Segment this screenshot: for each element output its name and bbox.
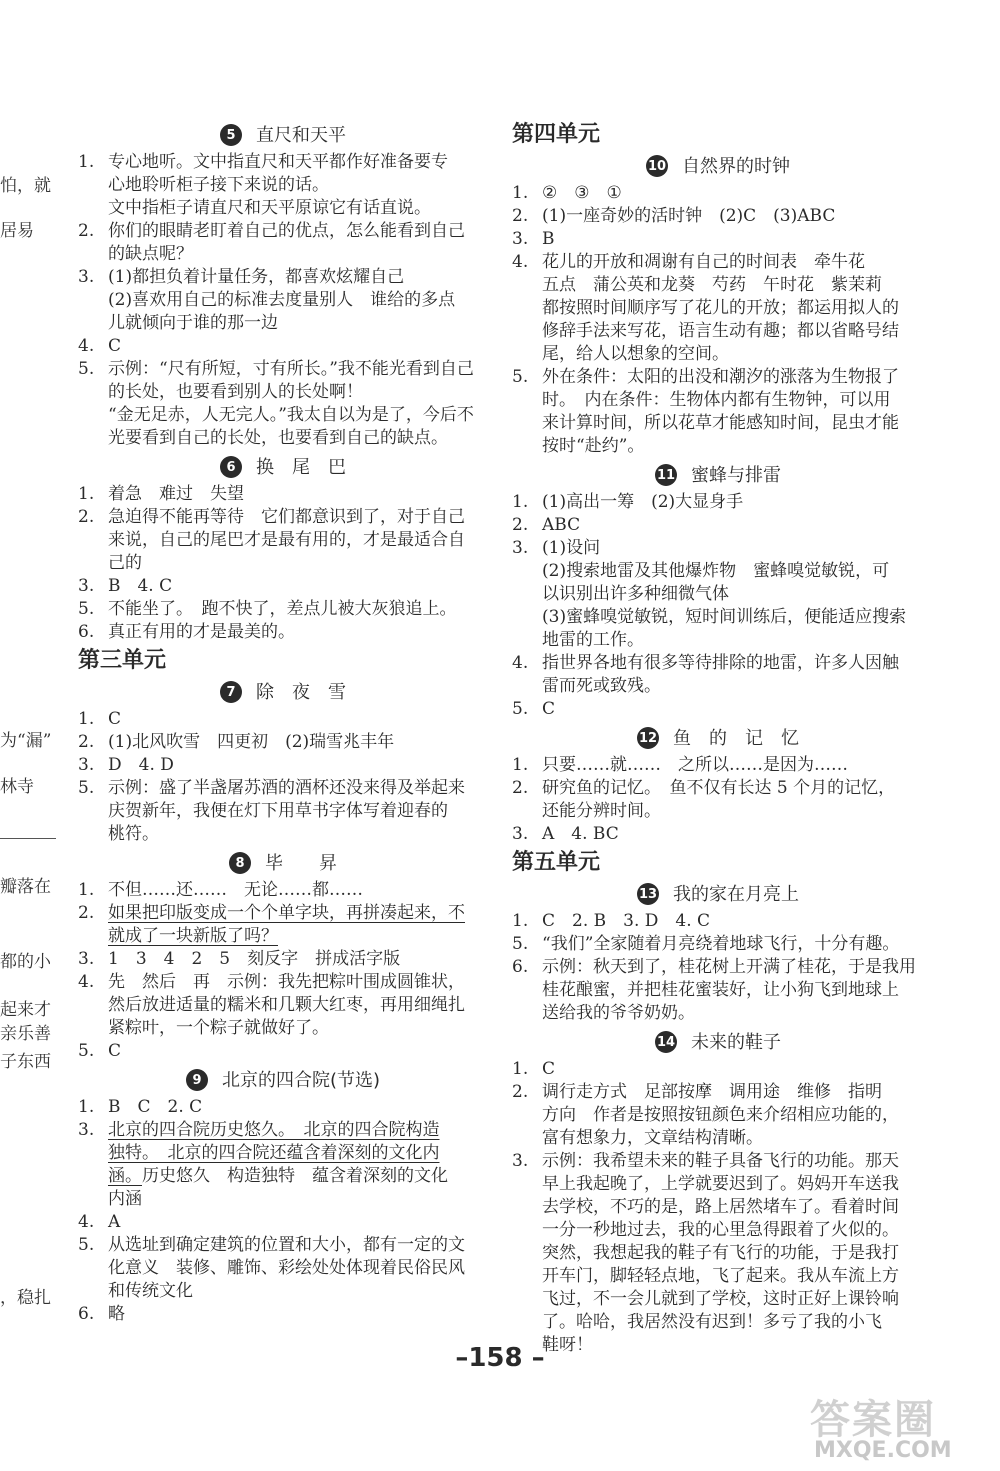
answer-item [78, 971, 488, 994]
answer-item [78, 151, 488, 174]
answer-continuation [78, 1142, 488, 1165]
answer-item [512, 698, 924, 721]
answer-item [78, 335, 488, 358]
answer-item [78, 598, 488, 621]
answer-continuation: 还能分辨时间。 [542, 801, 661, 821]
answer-text: 你们的眼睛老盯着自己的优点，怎么能看到自己 [108, 221, 465, 241]
lesson-title-text: 鱼 的 记 忆 [673, 727, 799, 749]
answer-item [512, 1058, 924, 1081]
answer-continuation: 心地聆听柜子接下来说的话。 [108, 175, 329, 195]
item-number: 1. [78, 1097, 95, 1117]
answer-continuation: 和传统文化 [108, 1281, 193, 1301]
answer-text: B 4. C [108, 576, 173, 596]
item-number: 1. [512, 492, 529, 512]
answer-continuation: 方向 作者是按照按钮颜色来介绍相应功能的， [542, 1105, 899, 1125]
item-number: 2. [512, 206, 529, 226]
answer-continuation: 文中指柜子请直尺和天平原谅它有话直说。 [108, 198, 431, 218]
right-column [512, 118, 924, 1357]
item-number: 5. [78, 778, 95, 798]
lesson-title-text: 毕 昇 [265, 852, 337, 874]
item-number: 3. [512, 229, 529, 249]
item-number: 2. [512, 515, 529, 535]
margin-fragment: 亲乐善 [0, 1024, 51, 1044]
answer-text: 专心地听。文中指直尺和天平都作好准备要专 [108, 152, 448, 172]
underlined-text: 涵。 [108, 1166, 142, 1186]
unit-heading: 第三单元 [78, 647, 167, 673]
answer-item [512, 910, 924, 933]
answer-continuation: 桃符。 [108, 824, 159, 844]
answer-text: C [108, 709, 122, 729]
item-number: 1. [512, 755, 529, 775]
item-number: 5. [512, 699, 529, 719]
answer-item [78, 879, 488, 902]
answer-item [512, 1081, 924, 1104]
answer-continuation: 开车门，脚轻轻点地，飞了起来。我从车流上方 [542, 1266, 899, 1286]
answer-text: D 4. D [108, 755, 174, 775]
answer-continuation [78, 925, 488, 948]
watermark [800, 1388, 990, 1466]
lesson-title [78, 452, 488, 482]
answer-item [512, 777, 924, 800]
answer-text [108, 1119, 488, 1142]
lesson-title [512, 460, 924, 490]
item-number: 1. [78, 880, 95, 900]
answer-text: C [108, 1041, 122, 1061]
answer-continuation: 一分一秒地过去，我的心里急得跟着了火似的。 [542, 1220, 899, 1240]
answer-text: 示例：盛了半盏屠苏酒的酒杯还没来得及举起来 [108, 778, 465, 798]
answer-text: 不但……还…… 无论……都…… [108, 880, 363, 900]
lesson-title-text: 除 夜 雪 [256, 681, 346, 703]
lesson-number-badge: 5 [220, 124, 242, 146]
answer-continuation: 早上我起晚了，上学就要迟到了。妈妈开车送我 [542, 1174, 899, 1194]
answer-item [512, 823, 924, 846]
answer-item [78, 902, 488, 925]
underlined-text: 北京的四合院历史悠久。 [108, 1120, 287, 1140]
answer-item [512, 754, 924, 777]
watermark-logo-text: 答案圈 [810, 1397, 936, 1443]
answer-item [512, 251, 924, 274]
answer-continuation: 然后放进适量的糯米和几颗大红枣，再用细绳扎 [108, 995, 465, 1015]
answer-continuation: 桂花酿蜜，并把桂花蜜装好，让小狗飞到地球上 [542, 980, 899, 1000]
lesson-number-badge: 11 [655, 464, 677, 486]
answer-item [512, 205, 924, 228]
answer-text: A 4. BC [542, 824, 619, 844]
item-number: 3. [78, 949, 95, 969]
answer-item [78, 266, 488, 289]
lesson-number-badge: 14 [655, 1031, 677, 1053]
margin-fragment: 瓣落在 [0, 877, 51, 897]
answer-continuation: 己的 [108, 553, 142, 573]
answer-text: 1 3 4 2 5 刻反字 拼成活字版 [108, 949, 401, 969]
answer-item [78, 754, 488, 777]
margin-fragment: ，稳扎 [0, 1288, 51, 1308]
item-number: 2. [78, 507, 95, 527]
answer-text: C [542, 699, 556, 719]
item-number: 1. [78, 709, 95, 729]
lesson-number-badge: 12 [637, 727, 659, 749]
answer-continuation: 儿就倾向于谁的那一边 [108, 313, 278, 333]
lesson-title [78, 677, 488, 707]
item-number: 2. [512, 778, 529, 798]
lesson-title-text: 自然界的时钟 [682, 155, 790, 177]
answer-item [512, 514, 924, 537]
answer-item [512, 933, 924, 956]
answer-continuation: 庆贺新年，我便在灯下用草书字体写着迎春的 [108, 801, 448, 821]
answer-item [512, 652, 924, 675]
answer-continuation [78, 1165, 488, 1188]
answer-item [78, 948, 488, 971]
answer-text: A [108, 1212, 121, 1232]
answer-continuation: 突然，我想起我的鞋子有飞行的功能，于是我打 [542, 1243, 899, 1263]
item-number: 3. [512, 1151, 529, 1171]
answer-continuation: 雷而死或致残。 [542, 676, 661, 696]
answer-continuation: 修辞手法来写花，语言生动有趣；都以省略号结 [542, 321, 899, 341]
answer-item [78, 575, 488, 598]
item-number: 4. [512, 653, 529, 673]
underlined-text: 就成了一块新版了吗？ [108, 926, 278, 946]
answer-continuation: 去学校，不巧的是，路上居然堵车了。看着时间 [542, 1197, 899, 1217]
answer-continuation: 地雷的工作。 [542, 630, 644, 650]
underlined-text: 独特。 [108, 1143, 151, 1163]
answer-text: B C 2. C [108, 1097, 203, 1117]
answer-continuation: 鞋呀！ [542, 1335, 593, 1355]
lesson-title [512, 879, 924, 909]
item-number: 4. [78, 1212, 95, 1232]
answer-item [78, 1119, 488, 1142]
answer-text: 示例：我希望未来的鞋子具备飞行的功能。那天 [542, 1151, 899, 1171]
answer-item [78, 731, 488, 754]
lesson-number-badge: 10 [646, 155, 668, 177]
item-number: 5. [512, 934, 529, 954]
answer-continuation: 了。哈哈，我居然没有迟到！多亏了我的小飞 [542, 1312, 882, 1332]
item-number: 4. [512, 252, 529, 272]
answer-item [512, 228, 924, 251]
item-number: 1. [512, 183, 529, 203]
answer-continuation: “金无足赤，人无完人。”我太自以为是了，今后不 [108, 405, 474, 425]
answer-text: C [108, 336, 122, 356]
item-number: 6. [78, 1304, 95, 1324]
lesson-title-text: 北京的四合院(节选) [221, 1069, 381, 1091]
underlined-text: 北京的四合院还蕴含着深刻的文化内 [150, 1143, 440, 1163]
answer-item [78, 1303, 488, 1326]
answer-text: 不能坐了。 跑不快了，差点儿被大灰狼追上。 [108, 599, 457, 619]
answer-item [78, 506, 488, 529]
margin-fragment: 起来才 [0, 1000, 51, 1020]
answer-continuation: (2)搜索地雷及其他爆炸物 蜜蜂嗅觉敏锐，可 [542, 561, 890, 581]
lesson-number-badge: 8 [229, 852, 251, 874]
answer-item [512, 1150, 924, 1173]
answer-text: 研究鱼的记忆。 鱼不仅有长达 5 个月的记忆， [542, 778, 896, 798]
answer-continuation: 尾，给人以想象的空间。 [542, 344, 729, 364]
answer-continuation: 化意义 装修、雕饰、彩绘处处体现着民俗民风 [108, 1258, 465, 1278]
underlined-text: 北京的四合院构造 [286, 1120, 440, 1140]
lesson-number-badge: 9 [186, 1069, 208, 1091]
left-column [78, 118, 488, 1326]
answer-item [78, 220, 488, 243]
answer-text: 指世界各地有很多等待排除的地雷，许多人因触 [542, 653, 899, 673]
item-number: 1. [512, 911, 529, 931]
item-number: 5. [512, 367, 529, 387]
answer-item [512, 537, 924, 560]
item-number: 6. [512, 957, 529, 977]
item-number: 2. [78, 732, 95, 752]
answer-text: 如果把印版变成一个个单字块，再拼凑起来，不 [108, 903, 465, 923]
margin-divider [0, 838, 56, 839]
lesson-title [512, 1027, 924, 1057]
answer-item [78, 1096, 488, 1119]
answer-continuation: 五点 蒲公英和龙葵 芍药 午时花 紫茉莉 [542, 275, 882, 295]
answer-text: 示例：秋天到了，桂花树上开满了桂花，于是我用 [542, 957, 916, 977]
margin-fragment: 子东西 [0, 1052, 51, 1072]
unit-heading: 第四单元 [512, 121, 601, 147]
answer-text: (1)高出一筹 (2)大显身手 [542, 492, 744, 512]
answer-item [78, 621, 488, 644]
answer-continuation: (2)喜欢用自己的标准去度量别人 谁给的多点 [108, 290, 456, 310]
answer-text: “我们”全家随着月亮绕着地球飞行，十分有趣。 [542, 934, 900, 954]
page-number: –158 – [455, 1343, 545, 1373]
item-number: 2. [512, 1082, 529, 1102]
lesson-title [78, 1065, 488, 1095]
item-number: 3. [512, 538, 529, 558]
answer-item [78, 483, 488, 506]
item-number: 5. [78, 599, 95, 619]
margin-fragment: 怕，就 [0, 176, 51, 196]
item-number: 6. [78, 622, 95, 642]
answer-text: 着急 难过 失望 [108, 484, 244, 504]
answer-text: 真正有用的才是最美的。 [108, 622, 295, 642]
answer-item [512, 366, 924, 389]
answer-continuation: 按时“赴约”。 [542, 436, 645, 456]
answer-continuation: 以识别出许多种细微气体 [542, 584, 729, 604]
answer-text: 先 然后 再 示例：我先把粽叶围成圆锥状， [108, 972, 465, 992]
answer-text: 急迫得不能再等待 它们都意识到了，对于自己 [108, 507, 465, 527]
lesson-number-badge: 13 [637, 883, 659, 905]
margin-fragment: 居易 [0, 221, 34, 241]
lesson-title [512, 151, 924, 181]
lesson-title-text: 直尺和天平 [256, 124, 346, 146]
answer-continuation: (3)蜜蜂嗅觉敏锐，短时间训练后，便能适应搜索 [542, 607, 907, 627]
answer-continuation: 内涵 [108, 1189, 142, 1209]
answer-text: 示例：“尺有所短，寸有所长。”我不能光看到自己 [108, 359, 474, 379]
answer-item [78, 708, 488, 731]
answer-continuation: 光要看到自己的长处，也要看到自己的缺点。 [108, 428, 448, 448]
answer-text: (1)北风吹雪 四更初 (2)瑞雪兆丰年 [108, 732, 395, 752]
item-number: 2. [78, 221, 95, 241]
item-number: 3. [78, 267, 95, 287]
answer-item [78, 777, 488, 800]
lesson-title-text: 我的家在月亮上 [673, 883, 799, 905]
item-number: 2. [78, 903, 95, 923]
answer-item [512, 956, 924, 979]
answer-text: 外在条件：太阳的出没和潮汐的涨落为生物报了 [542, 367, 899, 387]
answer-text: ② ③ ① [542, 183, 622, 203]
item-number: 1. [78, 152, 95, 172]
item-number: 5. [78, 1041, 95, 1061]
answer-continuation: 的缺点呢？ [108, 244, 193, 264]
answer-text: C 2. B 3. D 4. C [542, 911, 711, 931]
answer-continuation: 飞过，不一会儿就到了学校，这时正好上课铃响 [542, 1289, 899, 1309]
answer-continuation: 时。 内在条件：生物体内都有生物钟，可以用 [542, 390, 891, 410]
item-number: 5. [78, 359, 95, 379]
answer-item [512, 182, 924, 205]
answer-continuation: 都按照时间顺序写了花儿的开放；都运用拟人的 [542, 298, 899, 318]
answer-text: 历史悠久 构造独特 蕴含着深刻的文化 [142, 1166, 448, 1186]
answer-continuation: 紧粽叶，一个粽子就做好了。 [108, 1018, 329, 1038]
answer-text: (1)一座奇妙的活时钟 (2)C (3)ABC [542, 206, 836, 226]
answer-continuation: 送给我的爷爷奶奶。 [542, 1003, 695, 1023]
lesson-number-badge: 7 [220, 681, 242, 703]
lesson-title [78, 848, 488, 878]
answer-text: 花儿的开放和凋谢有自己的时间表 牵牛花 [542, 252, 865, 272]
answer-text: 从选址到确定建筑的位置和大小，都有一定的文 [108, 1235, 465, 1255]
lesson-title-text: 未来的鞋子 [691, 1031, 781, 1053]
margin-fragment: 都的小 [0, 952, 51, 972]
margin-fragment: 林寺 [0, 777, 34, 797]
lesson-title-text: 换 尾 巴 [256, 456, 346, 478]
answer-continuation: 的长处，也要看到别人的长处啊！ [108, 382, 363, 402]
item-number: 4. [78, 336, 95, 356]
lesson-title [512, 723, 924, 753]
item-number: 3. [512, 824, 529, 844]
unit-heading: 第五单元 [512, 849, 601, 875]
answer-text: (1)都担负着计量任务，都喜欢炫耀自己 [108, 267, 405, 287]
item-number: 4. [78, 972, 95, 992]
answer-text: 只要……就…… 之所以……是因为…… [542, 755, 848, 775]
answer-text: ABC [542, 515, 581, 535]
watermark-url: MXQE.COM [814, 1438, 952, 1463]
lesson-number-badge: 6 [220, 456, 242, 478]
item-number: 3. [78, 576, 95, 596]
answer-text: C [542, 1059, 556, 1079]
answer-continuation: 来计算时间，所以花草才能感知时间，昆虫才能 [542, 413, 899, 433]
answer-text: 调行走方式 足部按摩 调用途 维修 指明 [542, 1082, 882, 1102]
margin-fragment: 为“漏” [0, 731, 52, 751]
answer-continuation: 来说，自己的尾巴才是最有用的，才是最适合自 [108, 530, 465, 550]
item-number: 5. [78, 1235, 95, 1255]
item-number: 1. [512, 1059, 529, 1079]
answer-item [512, 491, 924, 514]
answer-text: B [542, 229, 555, 249]
answer-item [78, 358, 488, 381]
item-number: 3. [78, 1120, 95, 1140]
item-number: 1. [78, 484, 95, 504]
lesson-title [78, 120, 488, 150]
answer-item [78, 1211, 488, 1234]
answer-item [78, 1234, 488, 1257]
answer-text: 略 [108, 1304, 125, 1324]
lesson-title-text: 蜜蜂与排雷 [691, 464, 781, 486]
answer-continuation: 富有想象力，文章结构清晰。 [542, 1128, 763, 1148]
answer-item [78, 1040, 488, 1063]
answer-text: (1)设问 [542, 538, 601, 558]
item-number: 3. [78, 755, 95, 775]
